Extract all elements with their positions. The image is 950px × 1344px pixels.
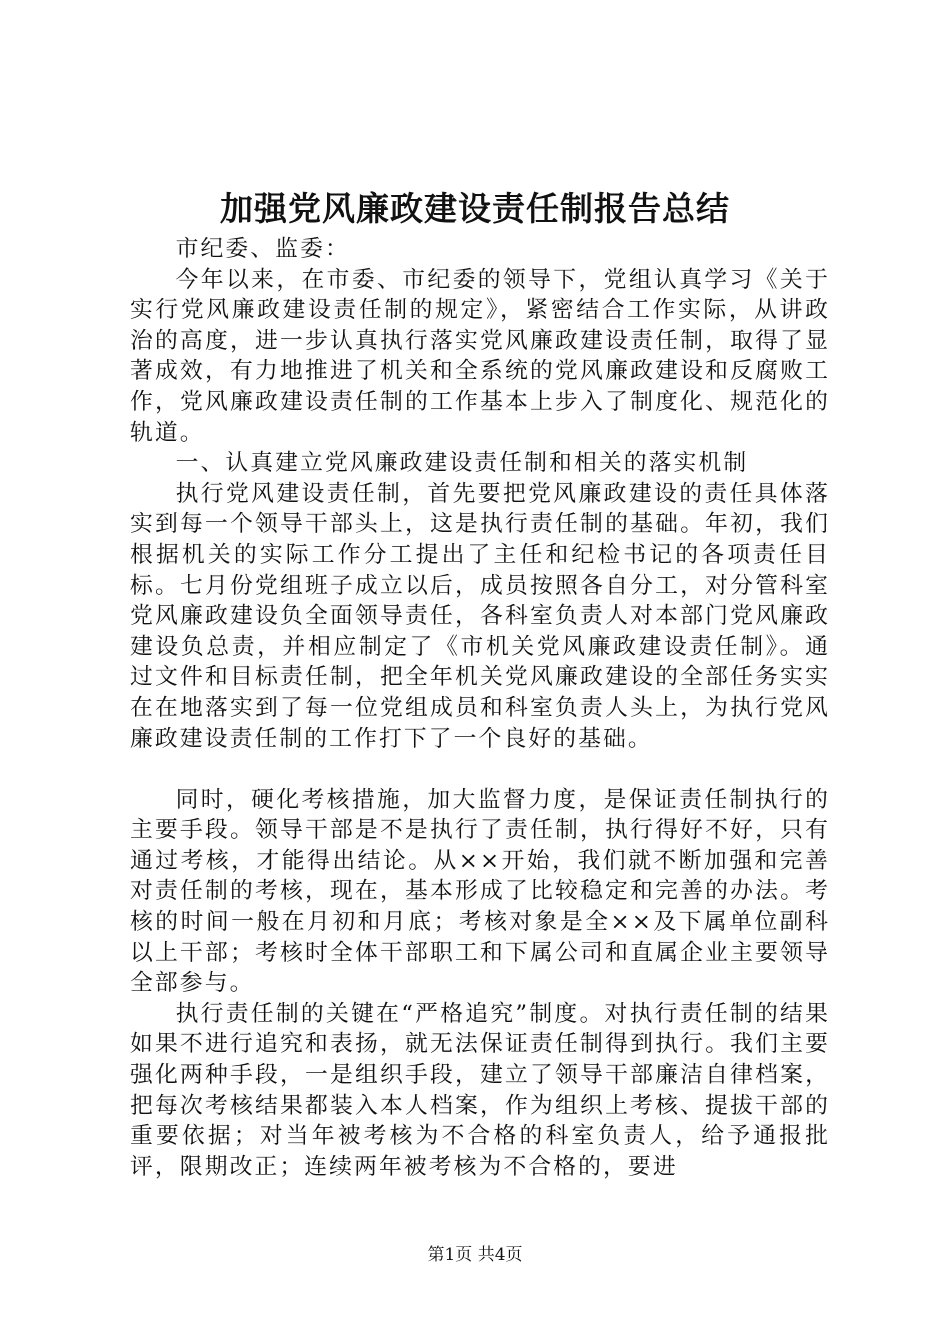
- document-body: [130, 234, 830, 1182]
- body-paragraph: 执行党风建设责任制，首先要把党风廉政建设的责任具体落实到每一个领导干部头上，这是执行责任制的基础。年初，我们根据机关的实际工作分工提出了主任和纪检书记的各项责任目标。七月份党组班子成立以后，成员按照各自分工，对分管科室党风廉政建设负全面领导责任，各科室负责人对本部门党风廉政建设负总责，并相应制定了《市机关党风廉政建设责任制》。通过文件和目标责任制，把全年机关党风廉政建设的全部任务实实在在地落实到了每一位党组成员和科室负责人头上，为执行党风廉政建设责任制的工作打下了一个良好的基础。: [130, 480, 830, 752]
- body-paragraph: 执行责任制的关键在“严格追究”制度。对执行责任制的结果如果不进行追究和表扬，就无法保证责任制得到执行。我们主要强化两种手段，一是组织手段，建立了领导干部廉洁自律档案，把每次考核结果都装入本人档案，作为组织上考核、提拔干部的重要依据；对当年被考核为不合格的科室负责人，给予通报批评，限期改正；连续两年被考核为不合格的，要进: [130, 1000, 830, 1180]
- page-number-footer: 第1页 共4页: [427, 1245, 523, 1265]
- intro-paragraph: 今年以来，在市委、市纪委的领导下，党组认真学习《关于实行党风廉政建设责任制的规定》，紧密结合工作实际，从讲政治的高度，进一步认真执行落实党风廉政建设责任制，取得了显著成效，有力地推进了机关和全系统的党风廉政建设和反腐败工作，党风廉政建设责任制的工作基本上步入了制度化、规范化的轨道。: [130, 266, 830, 446]
- section-heading: 一、认真建立党风廉政建设责任制和相关的落实机制: [175, 450, 749, 477]
- salutation: 市纪委、监委：: [175, 236, 350, 262]
- document-title: 加强党风廉政建设责任制报告总结: [220, 189, 730, 228]
- body-paragraph: 同时，硬化考核措施，加大监督力度，是保证责任制执行的主要手段。领导干部是不是执行了责任制，执行得好不好，只有通过考核，才能得出结论。从××开始，我们就不断加强和完善对责任制的考核，现在，基本形成了比较稳定和完善的办法。考核的时间一般在月初和月底；考核对象是全××及下属单位副科以上干部；考核时全体干部职工和下属公司和直属企业主要领导全部参与。: [130, 786, 830, 997]
